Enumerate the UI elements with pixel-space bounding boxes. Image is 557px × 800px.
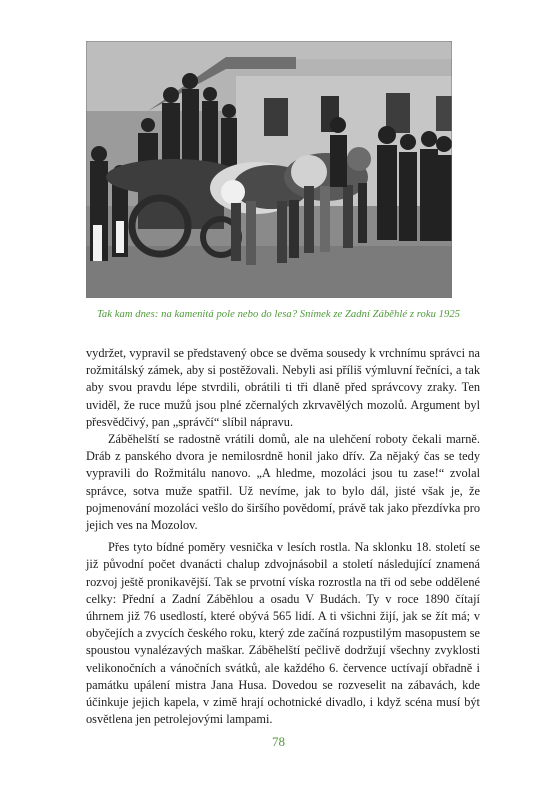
paragraph-1: vydržet, vypravil se představený obce se dvěma sousedy k vrchnímu správci na rožmitálský zámek, aby si postěžovali. Nebyli asi příliš výmluvní řečníci, a tak aby svou pravdu lépe stvrdili, obrátili ti tři dlaně před správcovy zraky. Ten uviděl, že ruce mužů jsou plné zčernalých zkrvavělých mozolů. Argument byl přesvědčivý, pan „správčí“ slíbil nápravu. xyxy=(86,346,480,429)
historical-photo xyxy=(86,41,452,298)
photo-caption: Tak kam dnes: na kamenitá pole nebo do lesa? Snímek ze Zadní Záběhlé z roku 1925 xyxy=(96,309,461,320)
page-number: 78 xyxy=(272,734,285,749)
photo-illustration xyxy=(86,41,452,298)
main-text xyxy=(86,345,480,728)
paragraph-2: Záběhelští se radostně vrátili domů, ale na ulehčení roboty čekali marně. Dráb z panského dvora je nemilosrdně honil jako dřív. Za nějaký čas se tedy vypravili do Rožmitálu nanovo. „A hledme, mozoláci jsou tu zase!“ zvolal správce, sotva muže spatřil. Už nevíme, jak to bylo dál, jisté však je, že pojmenování mozoláci vešlo do širšího povědomí, právě tak jako přezdívka pro jejich ves na Mozolov. xyxy=(86,432,480,533)
paragraph-3: Přes tyto bídné poměry vesnička v lesích rostla. Na sklonku 18. století se již původní počet dvanácti chalup zdvojnásobil a století následující znamená rozvoj ještě pronikavější. Tak se prvotní víska rozrostla na tři od sebe oddělené celky: Přední a Zadní Záběhlou a osadu V Budách. Ty v roce 1890 čítají úhrnem již 76 usedlostí, které obývá 565 lidí. A ti všichni žijí, jak se žít má; v obyčejích a zvycích českého roku, který zde začíná rozpustilým masopustem se spoustou vynalézavých maškar. Záběhelští pečlivě dodržují všechny zvyklosti velikonočních a vánočních svátků, ale každého 6. července uctívají obřadně i památku upálení mistra Jana Husa. Dovedou se rozveselit na zábavách, kde účinkuje jejich kapela, v zimě hrají ochotnické divadlo, i když scéna musí být osvětlena jen petrolejovými lampami. xyxy=(86,540,480,727)
